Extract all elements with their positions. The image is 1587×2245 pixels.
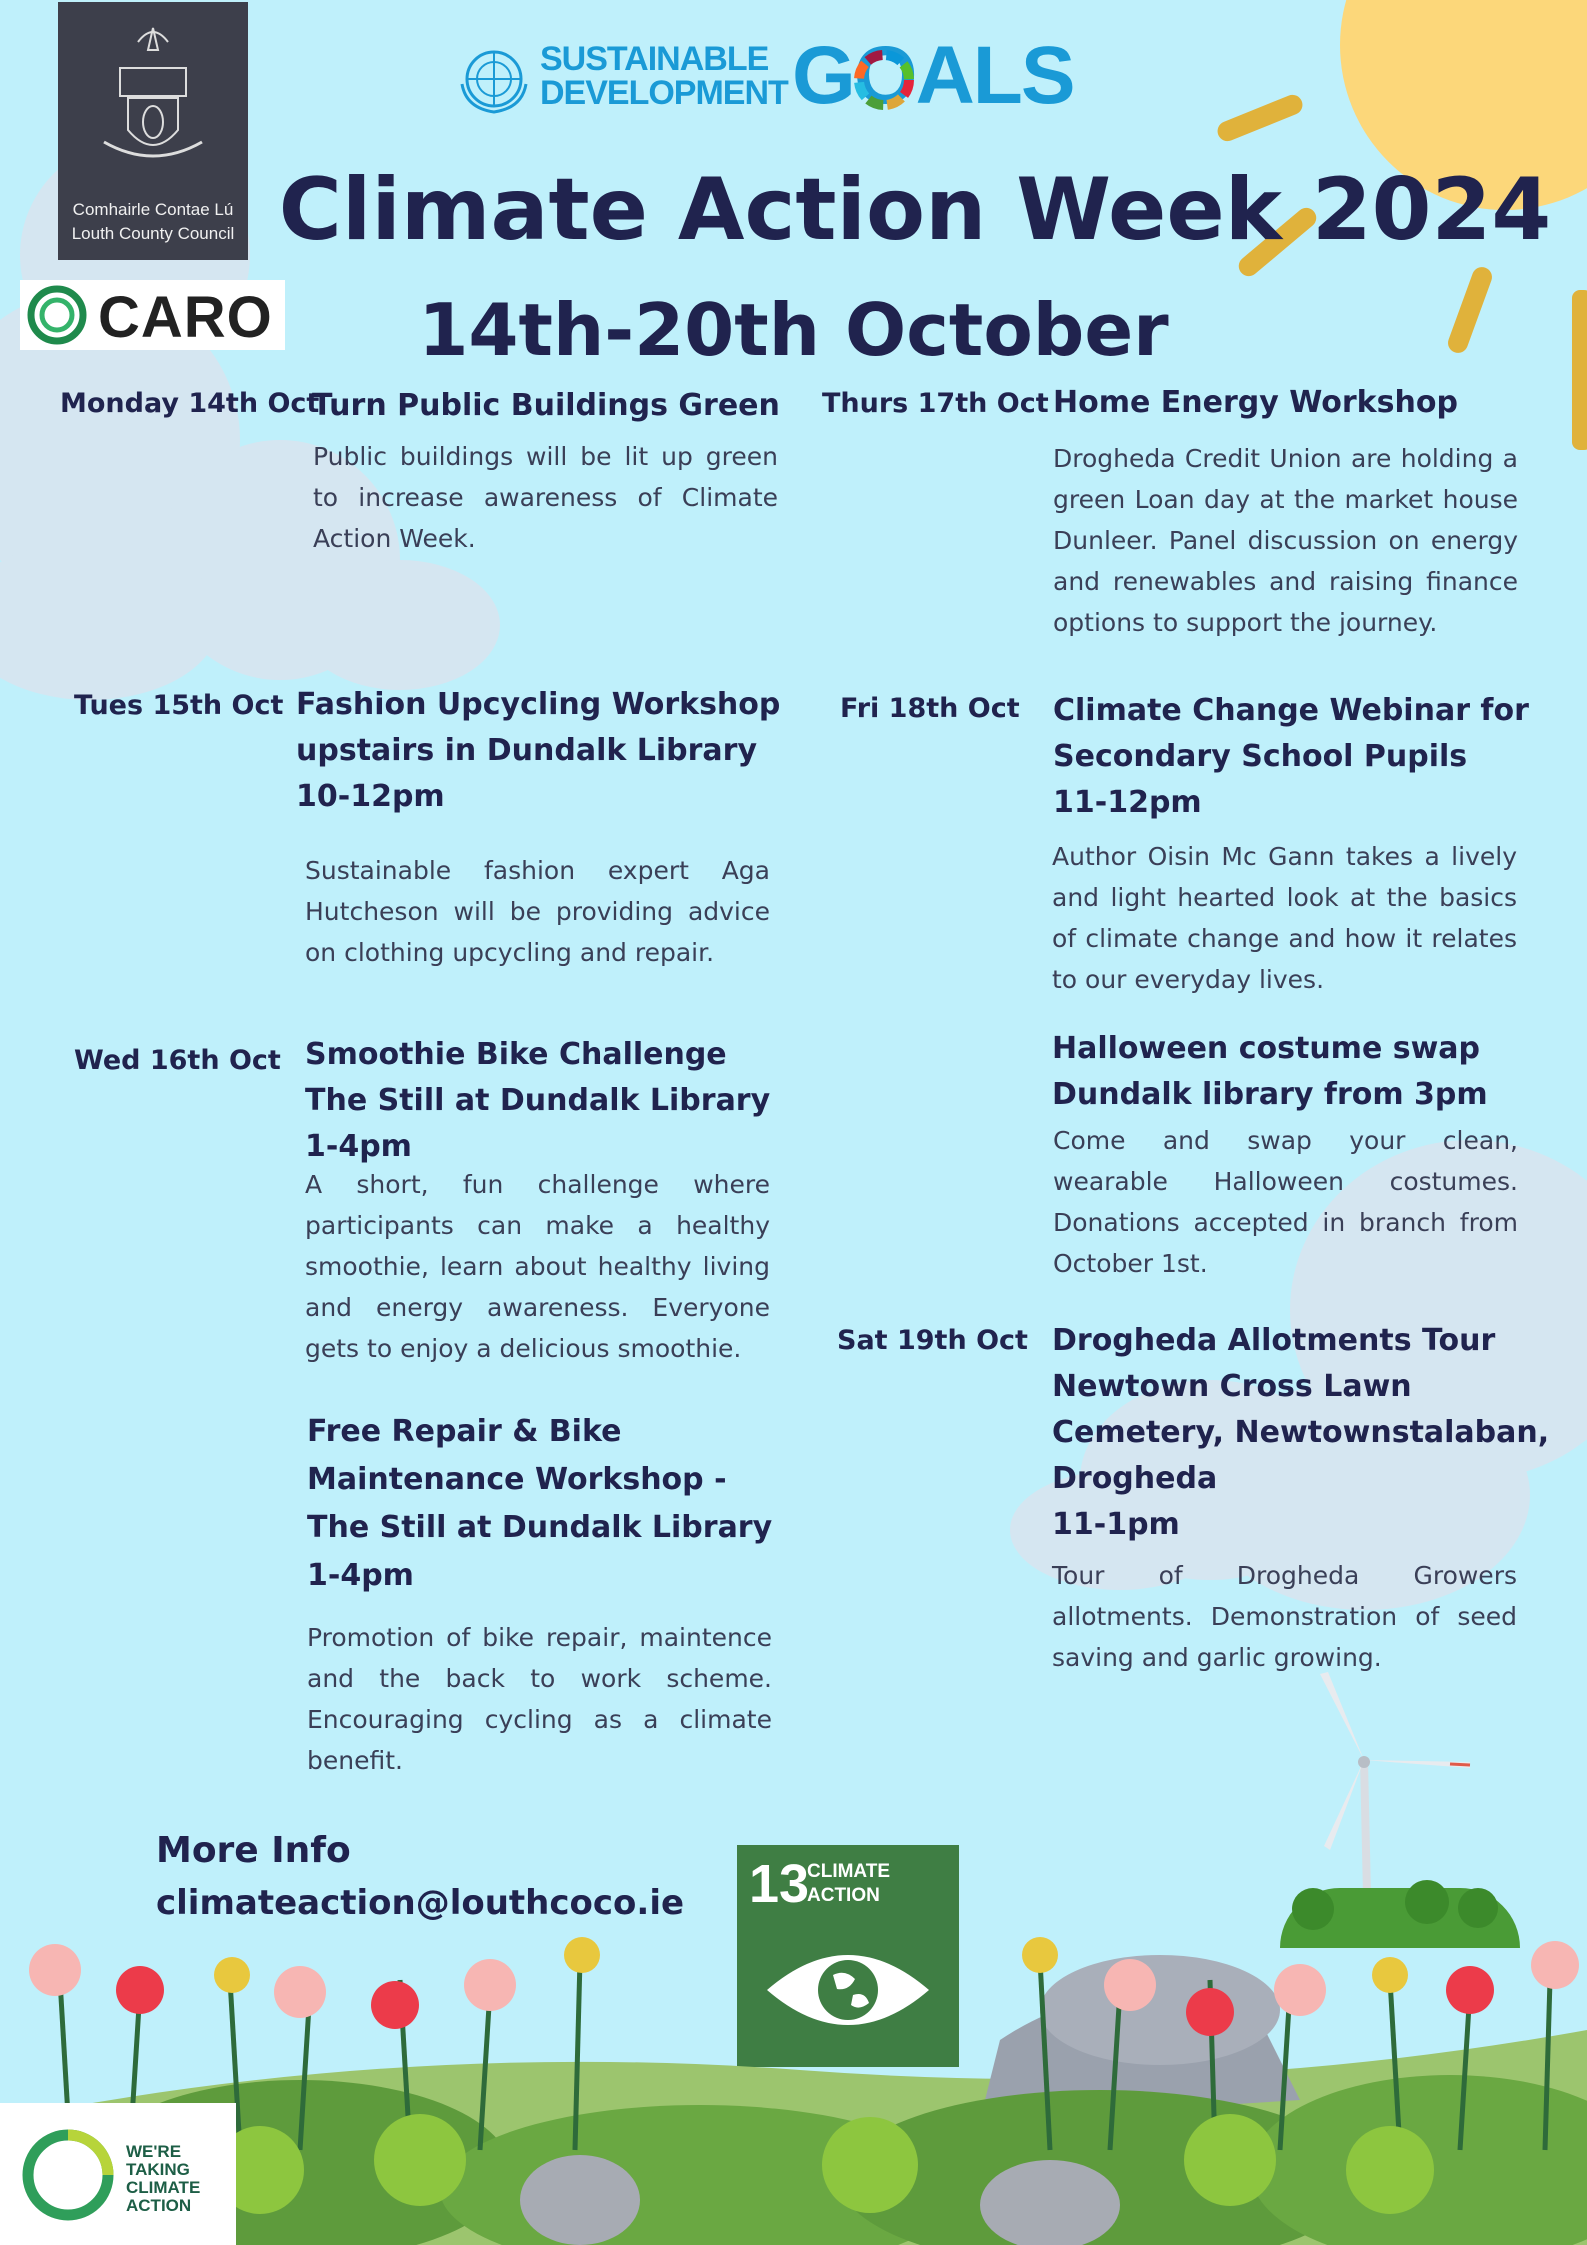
louth-county-council-logo bbox=[58, 2, 248, 260]
event-title-line: Fashion Upcycling Workshop bbox=[296, 687, 781, 722]
event-title-line: The Still at Dundalk Library bbox=[307, 1510, 773, 1545]
council-name-english: Louth County Council bbox=[71, 224, 235, 243]
badge-text-line2: TAKING bbox=[126, 2160, 190, 2179]
event-body-monday: Public buildings will be lit up green to increase awareness of Climate Action Week. bbox=[313, 442, 778, 553]
council-crest-icon bbox=[98, 20, 208, 170]
event-title-line: Free Repair & Bike bbox=[307, 1414, 622, 1449]
event-title-line: Secondary School Pupils bbox=[1053, 739, 1468, 774]
event-title-line: Turn Public Buildings Green bbox=[312, 388, 780, 423]
event-day-thursday: Thurs 17th Oct bbox=[822, 388, 1049, 419]
event-body-saturday: Tour of Drogheda Growers allotments. Demonstration of seed saving and garlic growing. bbox=[1052, 1561, 1517, 1672]
sdg-color-wheel-icon bbox=[850, 46, 918, 114]
tree-illustration bbox=[1405, 1880, 1449, 1924]
event-title-line: Newtown Cross Lawn bbox=[1052, 1369, 1412, 1404]
event-title-line: Home Energy Workshop bbox=[1053, 385, 1458, 420]
event-body-tuesday: Sustainable fashion expert Aga Hutcheson will be providing advice on clothing upcycling and repair. bbox=[305, 856, 770, 967]
event-body-halloween: Come and swap your clean, wearable Halloween costumes. Donations accepted in branch from October 1st. bbox=[1053, 1126, 1518, 1278]
badge-text-line4: ACTION bbox=[126, 2196, 192, 2215]
event-day-saturday: Sat 19th Oct bbox=[837, 1325, 1028, 1356]
event-title-line: Smoothie Bike Challenge bbox=[305, 1037, 727, 1072]
caro-wordmark: CARO bbox=[98, 285, 273, 350]
event-title-line: Maintenance Workshop - bbox=[307, 1462, 727, 1497]
event-day-monday: Monday 14th Oct bbox=[60, 388, 320, 419]
sdg-logo bbox=[456, 30, 1076, 121]
page-title: Climate Action Week 2024 bbox=[278, 160, 1552, 260]
sun-ray bbox=[1215, 92, 1306, 144]
more-info-label: More Info bbox=[156, 1830, 351, 1871]
event-title-wednesday bbox=[305, 1032, 785, 1170]
page-subtitle-dates: 14th-20th October bbox=[418, 288, 1169, 372]
flower-meadow-illustration bbox=[0, 1920, 1587, 2245]
event-title-line: 11-1pm bbox=[1052, 1507, 1180, 1542]
event-title-repair-workshop bbox=[307, 1408, 787, 1600]
event-body-repair-workshop: Promotion of bike repair, maintence and the back to work scheme. Encouraging cycling as a climate benefit. bbox=[307, 1623, 772, 1775]
event-title-line: Drogheda Allotments Tour bbox=[1052, 1323, 1496, 1358]
badge-text-line3: CLIMATE bbox=[126, 2178, 201, 2197]
event-title-line: The Still at Dundalk Library bbox=[305, 1083, 771, 1118]
event-day-friday: Fri 18th Oct bbox=[840, 693, 1020, 724]
event-title-saturday bbox=[1052, 1318, 1572, 1548]
green-ring-icon bbox=[18, 2125, 118, 2225]
event-body-friday: Author Oisin Mc Gann takes a lively and light hearted look at the basics of climate change and how it relates to our everyday lives. bbox=[1052, 842, 1517, 994]
event-title-line: upstairs in Dundalk Library bbox=[296, 733, 758, 768]
council-name-irish: Comhairle Contae Lú bbox=[72, 200, 234, 219]
sdg-goals-wordmark: GOALS bbox=[792, 30, 1074, 121]
event-title-monday bbox=[312, 383, 782, 429]
event-title-line: 1-4pm bbox=[305, 1129, 412, 1164]
event-title-line: 1-4pm bbox=[307, 1558, 414, 1593]
event-body-wednesday: A short, fun challenge where participants can make a healthy smoothie, learn about healthy living and energy awareness. Everyone gets to enjoy a delicious smoothie. bbox=[305, 1170, 770, 1363]
event-day-wednesday: Wed 16th Oct bbox=[74, 1045, 281, 1076]
sdg-line1: SUSTAINABLE bbox=[540, 40, 769, 78]
event-title-line: Halloween costume swap bbox=[1052, 1031, 1481, 1066]
climate-action-badge bbox=[0, 2103, 236, 2245]
event-title-line: Dundalk library from 3pm bbox=[1052, 1077, 1488, 1112]
event-title-tuesday bbox=[296, 682, 786, 820]
un-globe-icon bbox=[456, 44, 532, 114]
event-title-line: 11-12pm bbox=[1053, 785, 1202, 820]
sdg13-label-line1: CLIMATE bbox=[807, 1861, 891, 1882]
event-day-tuesday: Tues 15th Oct bbox=[74, 690, 284, 721]
event-title-friday bbox=[1053, 688, 1543, 826]
event-body-thursday: Drogheda Credit Union are holding a green Loan day at the market house Dunleer. Panel discussion on energy and renewables and raising finance options to support the journey. bbox=[1053, 444, 1518, 637]
contact-email-link[interactable]: climateaction@louthcoco.ie bbox=[156, 1883, 685, 1923]
event-title-thursday bbox=[1053, 380, 1533, 426]
event-title-halloween bbox=[1052, 1026, 1542, 1118]
event-title-line: Drogheda bbox=[1052, 1461, 1218, 1496]
badge-text-line1: WE'RE bbox=[126, 2142, 182, 2161]
event-title-line: Cemetery, Newtownstalaban, bbox=[1052, 1415, 1550, 1450]
sdg13-label-line2: ACTION bbox=[807, 1885, 880, 1906]
sdg13-number: 13 bbox=[749, 1854, 810, 1914]
sdg-line2: DEVELOPMENT bbox=[540, 74, 788, 112]
event-title-line: 10-12pm bbox=[296, 779, 445, 814]
event-title-line: Climate Change Webinar for bbox=[1053, 693, 1529, 728]
